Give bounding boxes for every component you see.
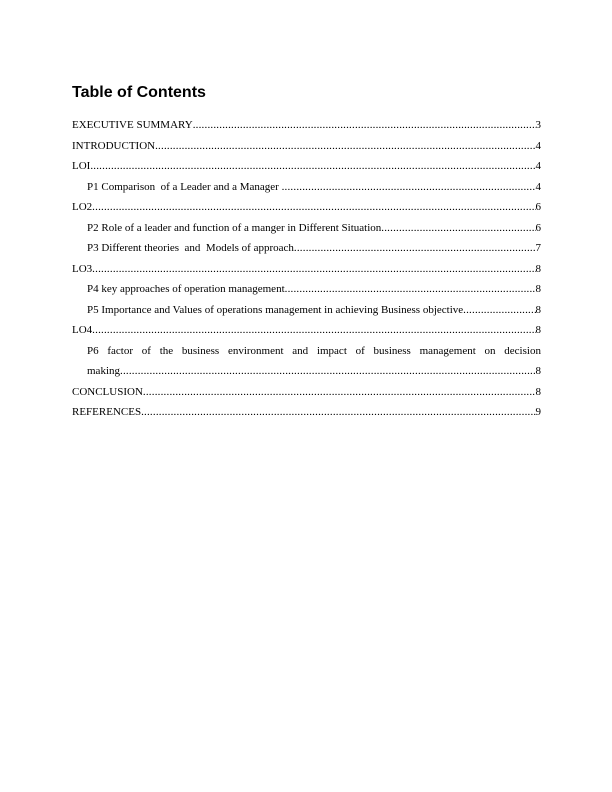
- toc-entry-introduction[interactable]: [72, 136, 541, 157]
- toc-entry-executive-summary[interactable]: [72, 115, 541, 136]
- toc-entry-page: 3: [535, 119, 541, 131]
- toc-entry-conclusion[interactable]: [72, 382, 541, 403]
- toc-entry-label: making: [87, 365, 120, 377]
- toc-entry-page: 8: [535, 385, 541, 398]
- dot-leader: [282, 177, 536, 198]
- toc-entry-page: 4: [535, 160, 541, 172]
- toc-entry-page: 7: [535, 242, 541, 254]
- dot-leader: [92, 197, 535, 218]
- dot-leader: [141, 402, 535, 423]
- toc-entry-page: 9: [535, 406, 541, 418]
- dot-leader: [92, 259, 535, 280]
- toc-entry-label: P4 key approaches of operation management: [87, 283, 285, 295]
- toc-entry-label: INTRODUCTION: [72, 139, 156, 152]
- dot-leader: [120, 361, 536, 382]
- dot-leader: [193, 115, 536, 136]
- toc-entry-label-line2: [87, 361, 541, 382]
- toc-word: environment: [227, 344, 284, 357]
- toc-word: impact: [316, 344, 347, 357]
- toc-entry-label: P5 Importance and Values of operations management in achieving Business objective: [87, 303, 464, 316]
- toc-entry-p4[interactable]: [72, 279, 541, 300]
- toc-entry-p6[interactable]: [72, 341, 541, 382]
- toc-entry-references[interactable]: [72, 402, 541, 423]
- toc-entry-label: LO2: [72, 201, 93, 213]
- toc-word: and: [292, 344, 309, 357]
- dot-leader: [90, 156, 535, 177]
- toc-word: P6: [87, 344, 99, 357]
- toc-entry-p2[interactable]: [72, 218, 541, 239]
- toc-entry-label: REFERENCES: [72, 406, 142, 418]
- dot-leader: [143, 382, 536, 403]
- toc-entry-label: P3 Different theories and Models of approach: [87, 242, 294, 254]
- toc-entry-label: LOI: [72, 160, 91, 172]
- table-of-contents: [72, 115, 541, 423]
- toc-word: business: [373, 344, 411, 357]
- toc-entry-page: 8: [535, 324, 541, 336]
- toc-entry-lo2[interactable]: [72, 197, 541, 218]
- toc-entry-label-line1: [87, 341, 541, 362]
- toc-word: business: [181, 344, 220, 357]
- toc-entry-lo3[interactable]: [72, 259, 541, 280]
- toc-word: of: [141, 344, 151, 357]
- toc-word: of: [355, 344, 365, 357]
- toc-entry-page: 4: [535, 139, 541, 152]
- dot-leader: [155, 136, 535, 157]
- dot-leader: [463, 300, 535, 321]
- toc-entry-p1[interactable]: [72, 177, 541, 198]
- toc-word: management: [419, 344, 476, 357]
- toc-entry-label: LO3: [72, 262, 93, 275]
- toc-entry-label: CONCLUSION: [72, 385, 143, 398]
- dot-leader: [285, 279, 536, 300]
- toc-word: the: [159, 344, 174, 357]
- toc-word: decision: [504, 344, 541, 357]
- toc-entry-p5[interactable]: [72, 300, 541, 321]
- toc-entry-lo1[interactable]: [72, 156, 541, 177]
- dot-leader: [381, 218, 535, 239]
- dot-leader: [294, 238, 536, 259]
- toc-entry-page: 8: [535, 303, 541, 316]
- toc-entry-label: P1 Comparison of a Leader and a Manager: [87, 180, 282, 193]
- toc-word: factor: [107, 344, 134, 357]
- toc-entry-page: 6: [535, 221, 541, 234]
- toc-entry-label: EXECUTIVE SUMMARY: [72, 119, 193, 131]
- toc-entry-page: 4: [535, 180, 541, 193]
- toc-entry-page: 6: [535, 201, 541, 213]
- toc-title: Table of Contents: [72, 84, 206, 101]
- toc-entry-label: LO4: [72, 324, 93, 336]
- toc-entry-label: P2 Role of a leader and function of a manger in Different Situation: [87, 221, 382, 234]
- dot-leader: [92, 320, 535, 341]
- toc-entry-p3[interactable]: [72, 238, 541, 259]
- toc-entry-page: 8: [535, 262, 541, 275]
- toc-word: on: [484, 344, 496, 357]
- toc-entry-page: 8: [535, 283, 541, 295]
- toc-entry-page: 8: [535, 365, 541, 377]
- toc-entry-lo4[interactable]: [72, 320, 541, 341]
